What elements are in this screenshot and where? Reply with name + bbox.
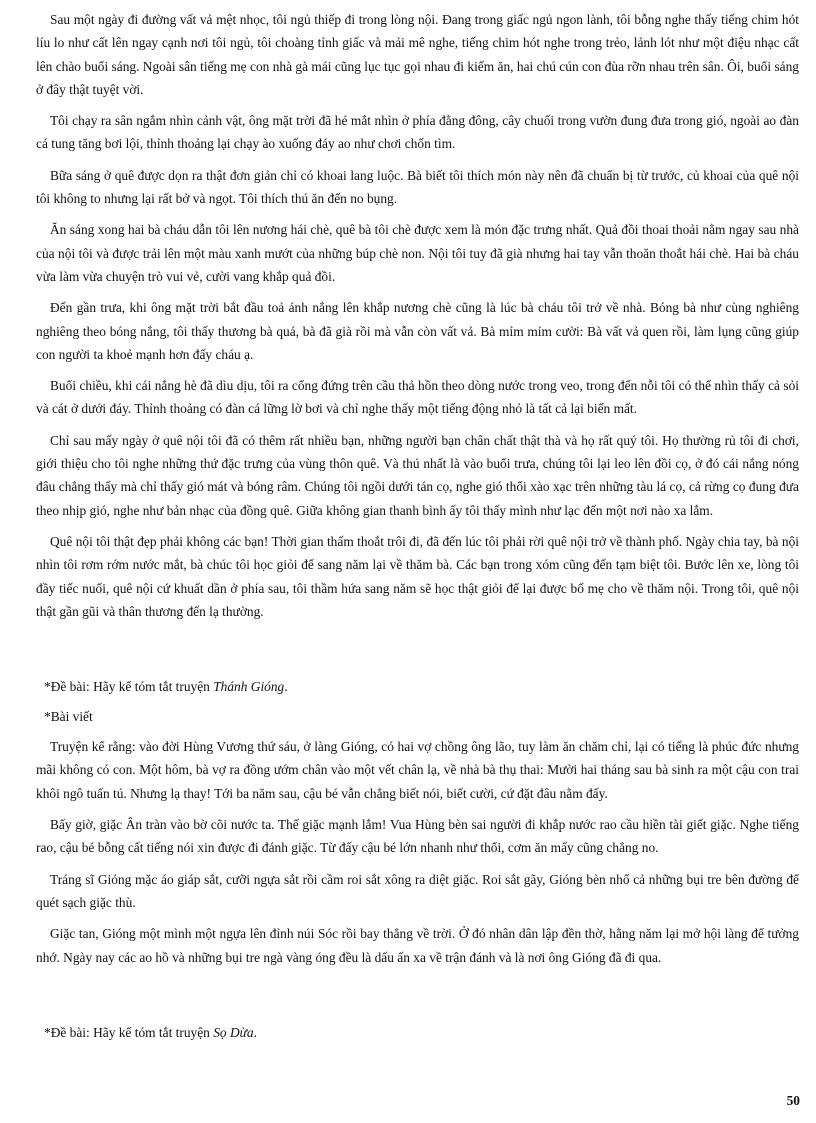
- paragraph: Giặc tan, Gióng một mình một ngựa lên đỉnh núi Sóc rồi bay thẳng về trời. Ở đó nhân dân lập đền thờ, hằng năm lại mở hội làng để tưởng nhớ. Ngày nay các ao hồ và những bụi tre ngà vàng óng đều là dấu ấn xa về trận đánh và là nơi ông Gióng đã đi qua.: [36, 926, 799, 965]
- task-prompt-prefix: *Đề bài: Hãy kể tóm tắt truyện: [44, 679, 214, 695]
- task-prompt-title: Sọ Dừa: [213, 1024, 254, 1040]
- document-page: [36, 8, 799, 1051]
- task-prompt-title: Thánh Gióng: [213, 679, 285, 695]
- paragraph: Đến gần trưa, khi ông mặt trời bắt đầu toả ánh nắng lên khắp nương chè cũng là lúc bà cháu tôi trở về nhà. Bóng bà như cùng nghiêng nghiêng theo bóng nắng, tôi thấy thương bà quá, bà đã già rồi mà vẫn còn vất vả. Bà mỉm mỉm cười: Bà vất vả quen rồi, làm lụng cũng giúp con người ta khoẻ mạnh hơn đấy cháu ạ.: [36, 300, 799, 362]
- paragraph: Tráng sĩ Gióng mặc áo giáp sắt, cưỡi ngựa sắt rồi cầm roi sắt xông ra diệt giặc. Roi sắt gãy, Gióng bèn nhổ cả những bụi tre bên đường để quét sạch giặc thù.: [36, 871, 799, 910]
- paragraph: Buổi chiều, khi cái nắng hè đã dìu dịu, tôi ra cổng đứng trên cầu thả hồn theo dòng nước trong veo, trong đến nỗi tôi có thể nhìn thấy cả sỏi và cát ở dưới đáy. Thỉnh thoảng có đàn cá lững lờ bơi và chỉ nghe thấy một tiếng động nhỏ là tất cả lại biến mất.: [36, 378, 799, 417]
- paragraph: Quê nội tôi thật đẹp phải không các bạn! Thời gian thấm thoắt trôi đi, đã đến lúc tôi phải rời quê nội trở về thành phố. Ngày chia tay, bà nội nhìn tôi rơm rớm nước mắt, bà chúc tôi học giỏi để sang năm lại về thăm bà. Các bạn trong xóm cũng đến tạm biệt tôi. Bước lên xe, lòng tôi đầy tiếc nuối, quê nội cứ khuất dần ở phía sau, tôi thầm hứa sang năm sẽ học thật giỏi để lại được bố mẹ cho về thăm nội. Trong tôi, quê nội thật gần gũi và thân thương đến lạ thường.: [36, 533, 799, 619]
- story-que-noi: [36, 8, 799, 623]
- task-so-dua: [36, 1021, 799, 1044]
- task-prompt: [44, 1021, 799, 1044]
- task-prompt: [44, 675, 799, 698]
- section-gap: [36, 977, 799, 1021]
- task-prompt-suffix: .: [253, 1024, 257, 1040]
- page-number: 50: [786, 1093, 800, 1108]
- section-gap: [36, 631, 799, 675]
- paragraph: Truyện kể rằng: vào đời Hùng Vương thứ sáu, ở làng Gióng, có hai vợ chồng ông lão, tuy làm ăn chăm chỉ, lại có tiếng là phúc đức nhưng mãi không có con. Một hôm, bà vợ ra đồng ướm chân vào một vết chân lạ, về nhà bà thụ thai: Mười hai tháng sau bà sinh ra một cậu con trai khôi ngô tuấn tú. Nhưng lạ thay! Tới ba năm sau, cậu bé vẫn chẳng biết nói, biết cười, cứ đặt đâu nằm đấy.: [36, 739, 799, 801]
- paragraph: Sau một ngày đi đường vất vả mệt nhọc, tôi ngủ thiếp đi trong lòng nội. Đang trong giấc ngủ ngon lành, tôi bỗng nghe thấy tiếng chim hót líu lo như cất lên ngay cạnh nơi tôi ngủ, tôi choàng tỉnh giấc và mải mê nghe, tiếng chim hót nghe trong trẻo, lảnh lót như một điệu nhạc cất lên chào buổi sáng. Ngoài sân tiếng mẹ con nhà gà mái cũng lục tục gọi nhau đi kiếm ăn, hai chú cún con đùa rỡn nhau trên sân. Ôi, buổi sáng ở đây thật tuyệt vời.: [36, 12, 799, 97]
- task-thanh-giong: [36, 675, 799, 969]
- paragraph: Bữa sáng ở quê được dọn ra thật đơn giản chỉ có khoai lang luộc. Bà biết tôi thích món này nên đã chuẩn bị từ trước, củ khoai của quê nội tôi không to nhưng lại rất bở và ngọt. Tôi thích thú ăn đến no bụng.: [36, 167, 799, 207]
- paragraph: Chỉ sau mấy ngày ở quê nội tôi đã có thêm rất nhiều bạn, những người bạn chân chất thật thà và họ rất quý tôi. Họ thường rủ tôi đi chơi, giới thiệu cho tôi nghe những thứ đặc trưng của vùng thôn quê. Và thú nhất là vào buổi trưa, chúng tôi lại leo lên đồi cọ, ở đó cái nắng nóng đâu chẳng thấy mà chỉ thấy gió mát và bóng râm. Chúng tôi ngồi dưới tán cọ, nghe gió thổi xào xạc trên những tàu lá cọ, cả rừng cọ đung đưa theo nhịp gió, nghe như bản nhạc của đồng quê. Giữa không gian thanh bình ấy tôi thấy mình như lạc đến một nơi nào xa lắm.: [36, 432, 799, 518]
- paragraph: Ăn sáng xong hai bà cháu dẫn tôi lên nương hái chè, quê bà tôi chè được xem là món đặc trưng nhất. Quả đồi thoai thoải nằm ngay sau nhà của nội tôi và được trải lên một màu xanh mướt của những búp chè non. Nội tôi tuy đã già nhưng hai tay vẫn thoăn thoắt hái chè. Hai bà cháu vừa làm vừa chuyện trò vui vẻ, cười vang khắp quả đồi.: [36, 222, 799, 284]
- task-prompt-suffix: .: [284, 679, 288, 695]
- task-prompt-prefix: *Đề bài: Hãy kể tóm tắt truyện: [44, 1024, 214, 1040]
- essay-label: *Bài viết: [44, 709, 93, 725]
- paragraph: Bấy giờ, giặc Ân tràn vào bờ cõi nước ta. Thế giặc mạnh lắm! Vua Hùng bèn sai người đi khắp nước rao cầu hiền tài giết giặc. Nghe tiếng rao, cậu bé bỗng cất tiếng nói xin được đi đánh giặc. Từ đấy cậu bé lớn nhanh như thổi, cơm ăn mấy cũng chẳng no.: [36, 817, 799, 856]
- paragraph: Tôi chạy ra sân ngắm nhìn cảnh vật, ông mặt trời đã hé mắt nhìn ở phía đằng đông, cây chuối trong vườn đung đưa trong gió, ngoài ao đàn cá tung tăng bơi lội, thỉnh thoảng lại chạy ào xuống đáy ao như chơi chốn tìm.: [36, 113, 799, 152]
